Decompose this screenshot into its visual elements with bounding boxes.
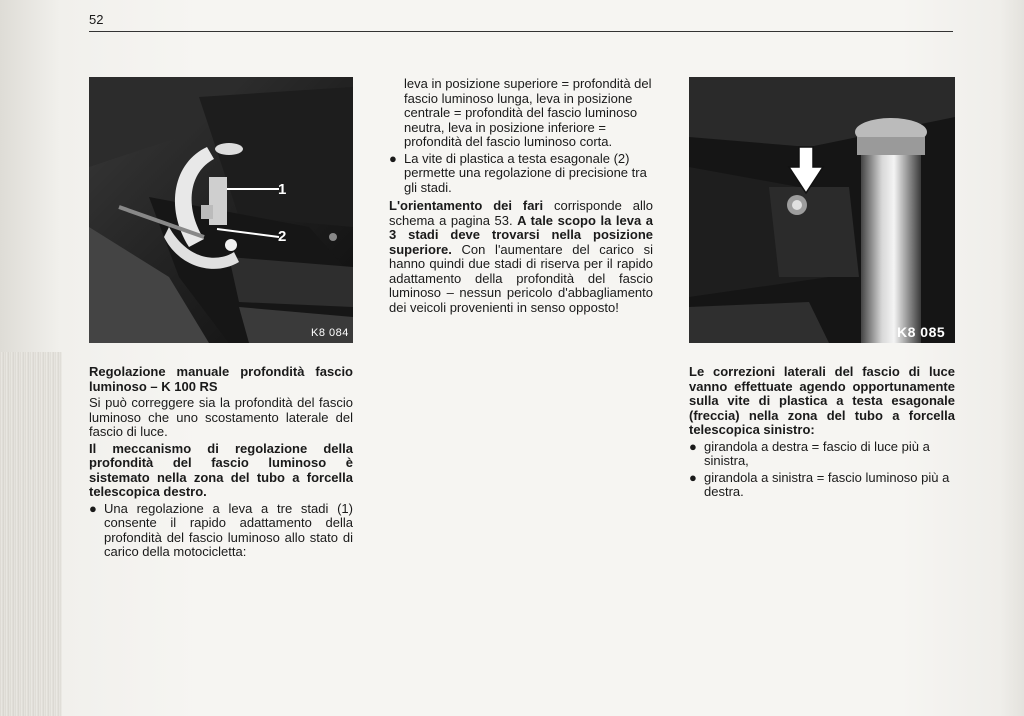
right-photo: [689, 77, 955, 343]
orientation-bold-lead: L'orientamento dei fari: [389, 198, 544, 213]
lever-positions: [389, 77, 653, 150]
list-item: [389, 152, 653, 196]
left-photo-image: [89, 77, 353, 343]
intro-paragraph: Si può correggere sia la profondità del fascio luminoso che uno scostamento laterale del fascio di luce.: [89, 395, 353, 439]
bullet-text: La vite di plastica a testa esagonale (2) permette una regolazione di precisione tra gli stadi.: [404, 150, 647, 195]
orientation-bold-instruction: A tale scopo la leva a 3 stadi deve trovarsi nella posizione superiore.: [389, 212, 653, 257]
callout-2: 2: [278, 228, 287, 245]
orientation-text-continued: Con l'aumentare del carico si hanno quindi due stadi di riserva per il rapido adattamento della profondità del fascio luminoso – nessun pericolo d'abbagliamento dei veicoli provenienti in senso opposto!: [389, 241, 653, 315]
page-number: 52: [89, 12, 104, 27]
mechanism-paragraph: Il meccanismo di regolazione della profondità del fascio luminoso è sistemato nella zona del tubo a forcella telescopica destro.: [89, 440, 353, 499]
callout-1: 1: [278, 181, 287, 198]
orientation-text: corrisponde allo schema a pagina 53.: [389, 198, 653, 228]
bullet-text: girandola a sinistra = fascio luminoso più a destra.: [704, 469, 950, 499]
right-photo-image: [689, 77, 955, 343]
orientation-paragraph: [389, 199, 653, 315]
bullet-text: Una regolazione a leva a tre stadi (1) consente il rapido adattamento della profondità del fascio luminoso allo stato di carico della motocicletta:: [104, 500, 353, 559]
page-stack-edge: [0, 352, 62, 716]
bullet-dot: ●: [389, 150, 397, 166]
indent-spacer: [389, 77, 404, 150]
bullet-text: girandola a destra = fascio di luce più a sinistra,: [704, 438, 930, 468]
left-photo-label: K8 084: [311, 327, 349, 339]
list-item: [89, 502, 353, 560]
bullet-dot: ●: [689, 469, 697, 485]
lateral-correction-heading: Le correzioni laterali del fascio di luce vanno effettuate agendo opportunamente sulla vite di plastica a testa esagonale (freccia) nella zona del tubo a forcella telescopica sinistro:: [689, 364, 955, 437]
bullet-dot: ●: [89, 500, 97, 516]
list-item: [689, 471, 955, 500]
list-item: [689, 440, 955, 469]
lever-positions-text: leva in posizione superiore = profondità del fascio luminoso lunga, leva in posizione centrale = profondità del fascio luminoso neutra, leva in posizione inferiore = profondità del fascio luminoso corta.: [404, 76, 652, 149]
left-photo: [89, 77, 353, 343]
right-text-column: [689, 365, 955, 502]
bullet-dot: ●: [689, 438, 697, 454]
left-text-column: [89, 365, 353, 562]
right-photo-label: K8 085: [897, 324, 946, 340]
section-heading: Regolazione manuale profondità fascio luminoso – K 100 RS: [89, 364, 353, 394]
middle-text-column: [389, 77, 653, 317]
header-rule: [89, 31, 953, 32]
